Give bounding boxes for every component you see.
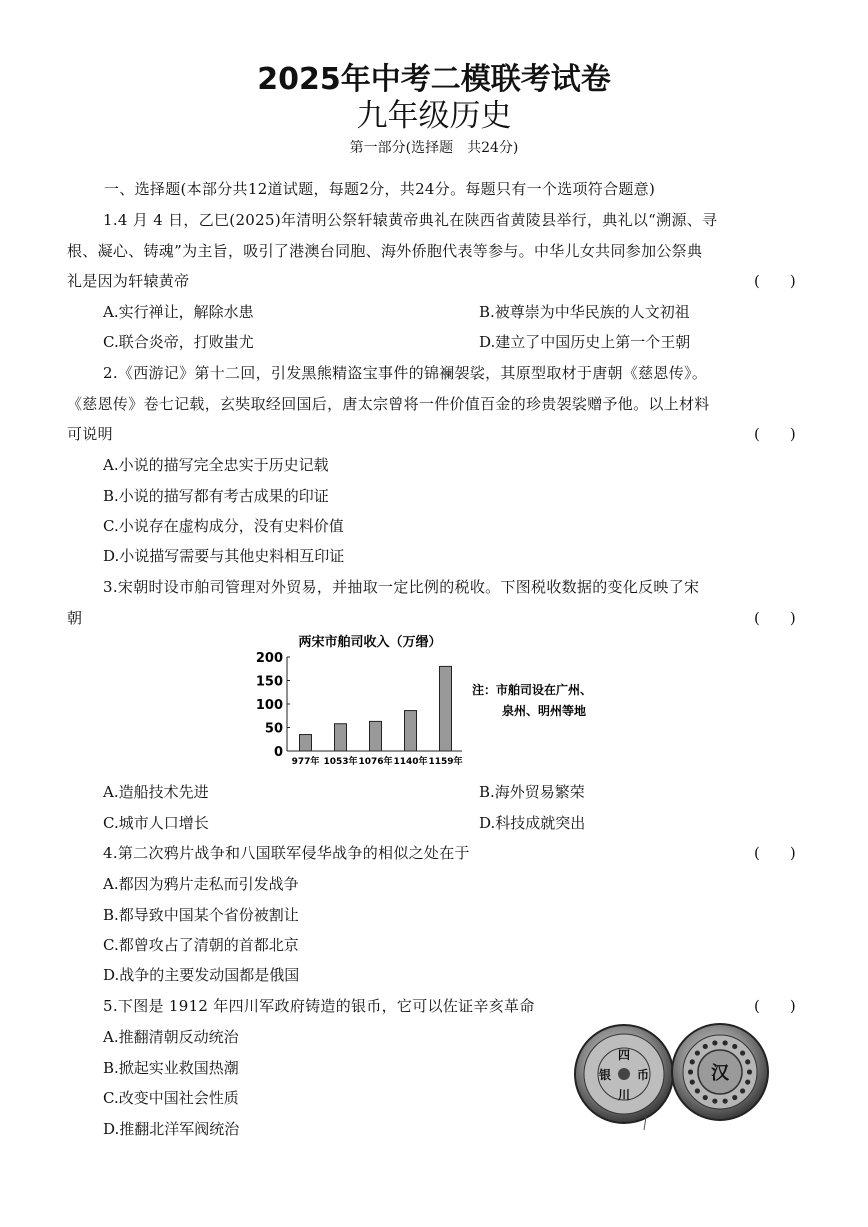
q2-line2: 《慈恩传》卷七记载，玄奘取经回国后，唐太宗曾将一件价值百金的珍贵袈裟赠予他。以上材料 <box>67 395 710 413</box>
q1-line2: 根、凝心、铸魂”为主旨，吸引了港澳台同胞、海外侨胞代表等参与。中华儿女共同参加公祭典 <box>67 242 703 260</box>
y-tick-label: 100 <box>255 698 283 713</box>
q4-option-d[interactable]: D.战争的主要发动国都是俄国 <box>103 966 300 984</box>
coin-dot <box>690 1059 695 1064</box>
coin-front <box>575 1025 673 1123</box>
coin-dot <box>732 1095 737 1100</box>
q5-option-a[interactable]: A.推翻清朝反动统治 <box>103 1028 239 1046</box>
q2-option-c[interactable]: C.小说存在虚构成分，没有史料价值 <box>103 517 344 535</box>
svg-text:汉: 汉 <box>711 1063 729 1084</box>
q2-option-a[interactable]: A.小说的描写完全忠实于历史记载 <box>103 456 329 474</box>
q3-line1: 3.宋朝时设市舶司管理对外贸易，并抽取一定比例的税收。下图税收数据的变化反映了宋 <box>103 578 700 596</box>
svg-text:币: 币 <box>636 1068 650 1082</box>
q3-option-b[interactable]: B.海外贸易繁荣 <box>479 783 585 801</box>
coin-dot <box>723 1098 728 1103</box>
coin-dot <box>688 1069 693 1074</box>
chart-title: 两宋市舶司收入（万缗） <box>298 635 442 650</box>
coin-dot <box>712 1098 717 1103</box>
y-tick-label: 200 <box>255 651 283 666</box>
q4-option-c[interactable]: C.都曾攻占了清朝的首都北京 <box>103 936 299 954</box>
q1-option-b[interactable]: B.被尊崇为中华民族的人文初祖 <box>479 303 690 321</box>
q1-option-a[interactable]: A.实行禅让，解除水患 <box>103 303 254 321</box>
coin-dot <box>732 1044 737 1049</box>
q4-option-a[interactable]: A.都因为鸦片走私而引发战争 <box>103 875 299 893</box>
q5-option-d[interactable]: D.推翻北洋军阀统治 <box>103 1120 240 1138</box>
q2-line1: 2.《西游记》第十二回，引发黑熊精盗宝事件的锦襕袈裟，其原型取材于唐朝《慈恩传》。 <box>103 364 708 382</box>
svg-text:四: 四 <box>617 1048 631 1062</box>
x-tick-label: 1053年 <box>323 757 358 767</box>
coin-dot <box>747 1069 752 1074</box>
coin-dot <box>690 1079 695 1084</box>
q4-option-b[interactable]: B.都导致中国某个省份被割让 <box>103 906 299 924</box>
coin-dot <box>695 1050 700 1055</box>
x-tick-label: 977年 <box>291 757 320 767</box>
coin-dot <box>703 1044 708 1049</box>
q5-option-c[interactable]: C.改变中国社会性质 <box>103 1089 239 1107</box>
coin-dot <box>712 1040 717 1045</box>
answer-blank[interactable]: ( ) <box>754 844 796 862</box>
answer-blank[interactable]: ( ) <box>754 997 796 1015</box>
answer-blank[interactable]: ( ) <box>754 609 796 627</box>
x-tick-label: 1076年 <box>358 757 393 767</box>
answer-blank[interactable]: ( ) <box>754 425 796 443</box>
chart-note-line1: 注：市舶司设在广州、 <box>472 683 593 697</box>
bar-1 <box>335 724 347 751</box>
q3-option-a[interactable]: A.造船技术先进 <box>103 783 209 801</box>
q3-option-c[interactable]: C.城市人口增长 <box>103 814 209 832</box>
bar-4 <box>440 666 452 751</box>
y-tick-label: 150 <box>255 674 283 690</box>
q5-option-b[interactable]: B.掀起实业救国热潮 <box>103 1059 239 1077</box>
exam-title: 2025年中考二模联考试卷 <box>257 62 611 97</box>
x-tick-label: 1140年 <box>393 757 428 767</box>
q1-option-c[interactable]: C.联合炎帝，打败蚩尤 <box>103 333 254 351</box>
y-tick-label: 0 <box>273 745 283 760</box>
q2-line3: 可说明 <box>67 425 113 443</box>
coin-dot <box>723 1040 728 1045</box>
q1-line3: 礼是因为轩辕黄帝 <box>67 272 190 290</box>
silver-coin-image <box>572 1020 772 1135</box>
q2-option-b[interactable]: B.小说的描写都有考古成果的印证 <box>103 487 329 505</box>
part-heading: 第一部分(选择题 共24分) <box>349 140 519 156</box>
section-heading: 一、选择题(本部分共12道试题，每题2分，共24分。每题只有一个选项符合题意) <box>104 180 656 198</box>
q4-stem: 4.第二次鸦片战争和八国联军侵华战争的相似之处在于 <box>103 844 470 862</box>
revenue-bar-chart <box>250 630 630 770</box>
coin-dot <box>745 1079 750 1084</box>
q3-line2: 朝 <box>67 609 83 627</box>
bar-2 <box>370 721 382 751</box>
chart-note-line2: 泉州、明州等地 <box>502 704 587 718</box>
q1-option-d[interactable]: D.建立了中国历史上第一个王朝 <box>479 333 691 351</box>
q2-option-d[interactable]: D.小说描写需要与其他史料相互印证 <box>103 547 345 565</box>
q1-line1: 1.4 月 4 日，乙巳(2025)年清明公祭轩辕黄帝典礼在陕西省黄陵县举行，典礼以“溯源、寻 <box>103 211 718 229</box>
q3-option-d[interactable]: D.科技成就突出 <box>479 814 586 832</box>
coin-dot <box>695 1088 700 1093</box>
svg-text:银: 银 <box>598 1068 612 1082</box>
q5-stem: 5.下图是 1912 年四川军政府铸造的银币，它可以佐证辛亥革命 <box>103 997 535 1015</box>
coin-back <box>672 1024 768 1120</box>
svg-text:川: 川 <box>617 1088 631 1102</box>
bar-0 <box>300 735 312 751</box>
y-tick-label: 50 <box>264 721 283 737</box>
coin-dot <box>740 1050 745 1055</box>
answer-blank[interactable]: ( ) <box>754 272 796 290</box>
exam-subject: 九年级历史 <box>356 98 512 134</box>
bar-3 <box>405 711 417 751</box>
coin-dot <box>703 1095 708 1100</box>
coin-dot <box>740 1088 745 1093</box>
coin-dot <box>745 1059 750 1064</box>
x-tick-label: 1159年 <box>428 757 463 767</box>
